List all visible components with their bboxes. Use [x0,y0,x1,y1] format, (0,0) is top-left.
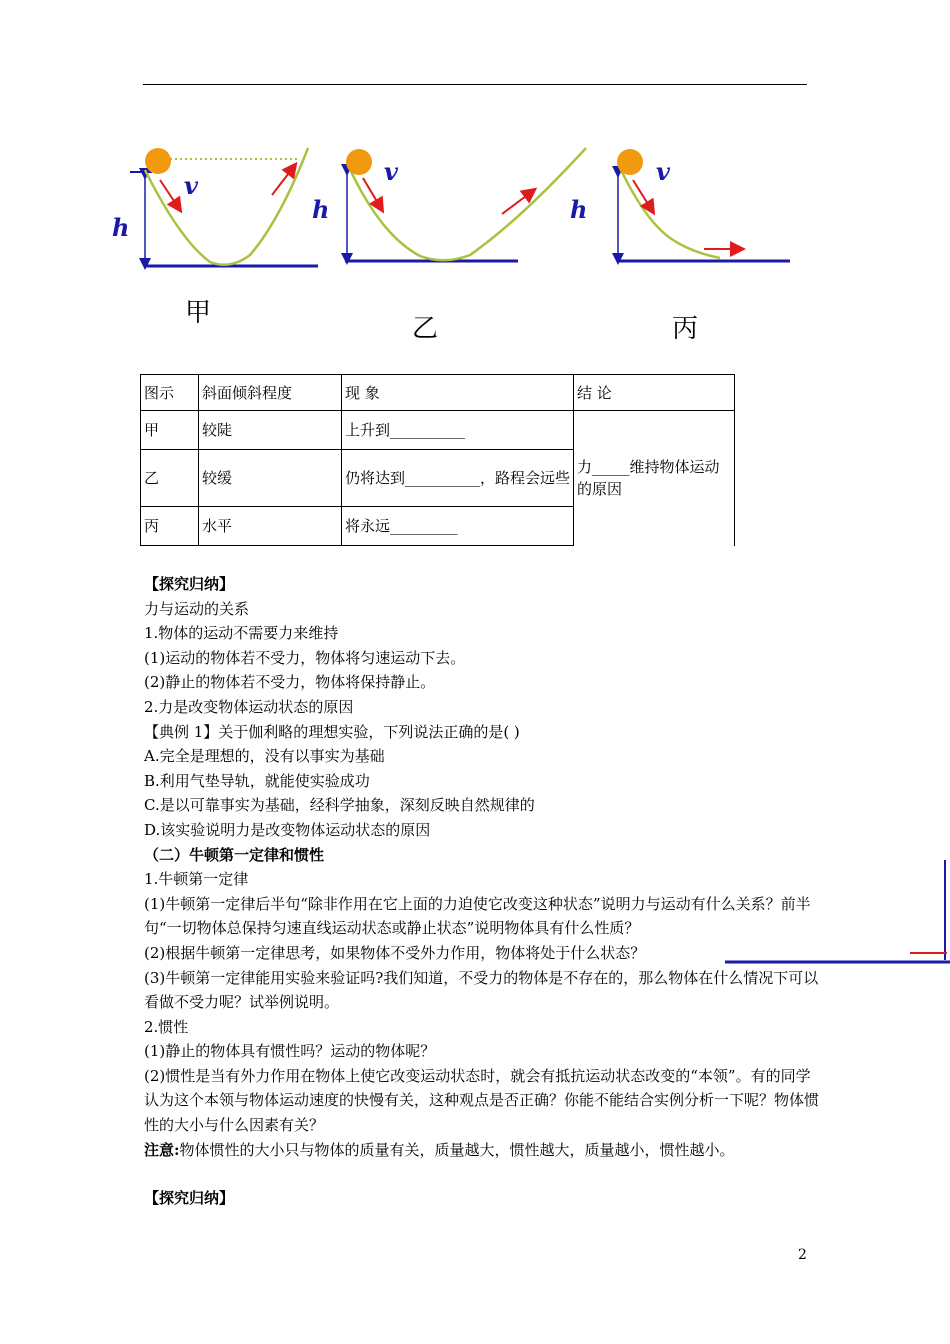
cell-figure: 丙 [141,507,199,546]
v-label-bing: v [656,157,670,186]
ball [145,148,171,174]
velocity-arrow-up [272,165,295,195]
figure-jia [130,148,318,266]
section-heading: 【探究归纳】 [144,575,235,593]
table-row [141,411,735,450]
cell-conclusion: 力_____维持物体运动的原因 [574,411,735,546]
header-cell: 现 象 [342,375,574,411]
header-cell: 图示 [141,375,199,411]
header-cell: 结 论 [574,375,735,411]
velocity-arrow-down [363,178,382,210]
paragraph: 1.物体的运动不需要力来维持 [144,624,339,643]
header-cell: 斜面倾斜程度 [199,375,342,411]
v-label-jia: v [184,171,198,200]
cell-phenomenon: 仍将达到__________，路程会远些 [342,450,574,507]
figure-bing [617,149,790,261]
lesson-body [144,572,824,1211]
cell-slope: 较缓 [199,450,342,507]
paragraph: 力与运动的关系 [144,599,250,618]
paragraph: (2)静止的物体若不受力，物体将保持静止。 [144,673,436,692]
experiment-table [140,374,735,546]
cell-phenomenon: 将永远_________ [342,507,574,546]
option-d: D.该实验说明力是改变物体运动状态的原因 [144,820,431,839]
cell-slope: 水平 [199,507,342,546]
option-c: C.是以可靠事实为基础，经科学抽象，深刻反映自然规律的 [144,796,535,815]
spacer [144,1162,824,1186]
paragraph: 2.力是改变物体运动状态的原因 [144,697,354,716]
figure-label-jia: 甲 [185,298,212,328]
figure-yi [345,148,586,261]
cell-slope: 较陡 [199,411,342,450]
ball [346,149,372,175]
note [144,1138,824,1163]
h-label-bing: h [570,195,588,224]
cell-figure: 甲 [141,411,199,450]
paragraph: (3)牛顿第一定律能用实验来验证吗?我们知道，不受力的物体是不存在的，那么物体在什么情况下可以看做不受力呢？试举例说明。 [144,968,819,1012]
header-rule [143,84,807,85]
option-b: B.利用气垫导轨，就能使实验成功 [144,771,370,790]
paragraph: (1)静止的物体具有惯性吗？运动的物体呢？ [144,1042,436,1061]
table-header-row [141,375,735,411]
note-text: 物体惯性的大小只与物体的质量有关，质量越大，惯性越大，质量越小，惯性越小。 [179,1140,735,1159]
h-label-jia: h [112,213,130,242]
paragraph: (2)惯性是当有外力作用在物体上使它改变运动状态时，就会有抵抗运动状态改变的“本领”。有的同学认为这个本领与物体运动速度的快慢有关，这种观点是否正确？你能不能结合实例分析一下呢？物体惯性的大小与什么因素有关？ [144,1066,820,1135]
cell-phenomenon: 上升到__________ [342,411,574,450]
edge-diagram-fragment [725,855,950,975]
galileo-ramp-diagram [100,130,800,290]
figure-label-yi: 乙 [412,314,439,344]
v-label-yi: v [384,157,398,186]
velocity-arrow-up [502,190,534,214]
example-question: 【典例 1】关于伽利略的理想实验，下列说法正确的是( ) [144,722,520,741]
paragraph: (1)牛顿第一定律后半句“除非作用在它上面的力迫使它改变这种状态”说明力与运动有什么关系？前半句“一切物体总保持匀速直线运动状态或静止状态”说明物体具有什么性质？ [144,894,811,938]
paragraph: (1)运动的物体若不受力，物体将匀速运动下去。 [144,648,466,667]
option-a: A.完全是理想的，没有以事实为基础 [144,747,385,766]
paragraph: 2.惯性 [144,1017,189,1036]
h-label-yi: h [312,195,330,224]
section-heading: 【探究归纳】 [144,1189,235,1208]
figure-label-bing: 丙 [672,314,699,344]
cell-figure: 乙 [141,450,199,507]
ball [617,149,643,175]
note-label: 注意: [144,1140,180,1159]
page-number: 2 [798,1247,807,1263]
paragraph: 1.牛顿第一定律 [144,870,249,889]
section-heading: （二）牛顿第一定律和惯性 [144,845,325,864]
paragraph: (2)根据牛顿第一定律思考，如果物体不受外力作用，物体将处于什么状态？ [144,943,646,962]
